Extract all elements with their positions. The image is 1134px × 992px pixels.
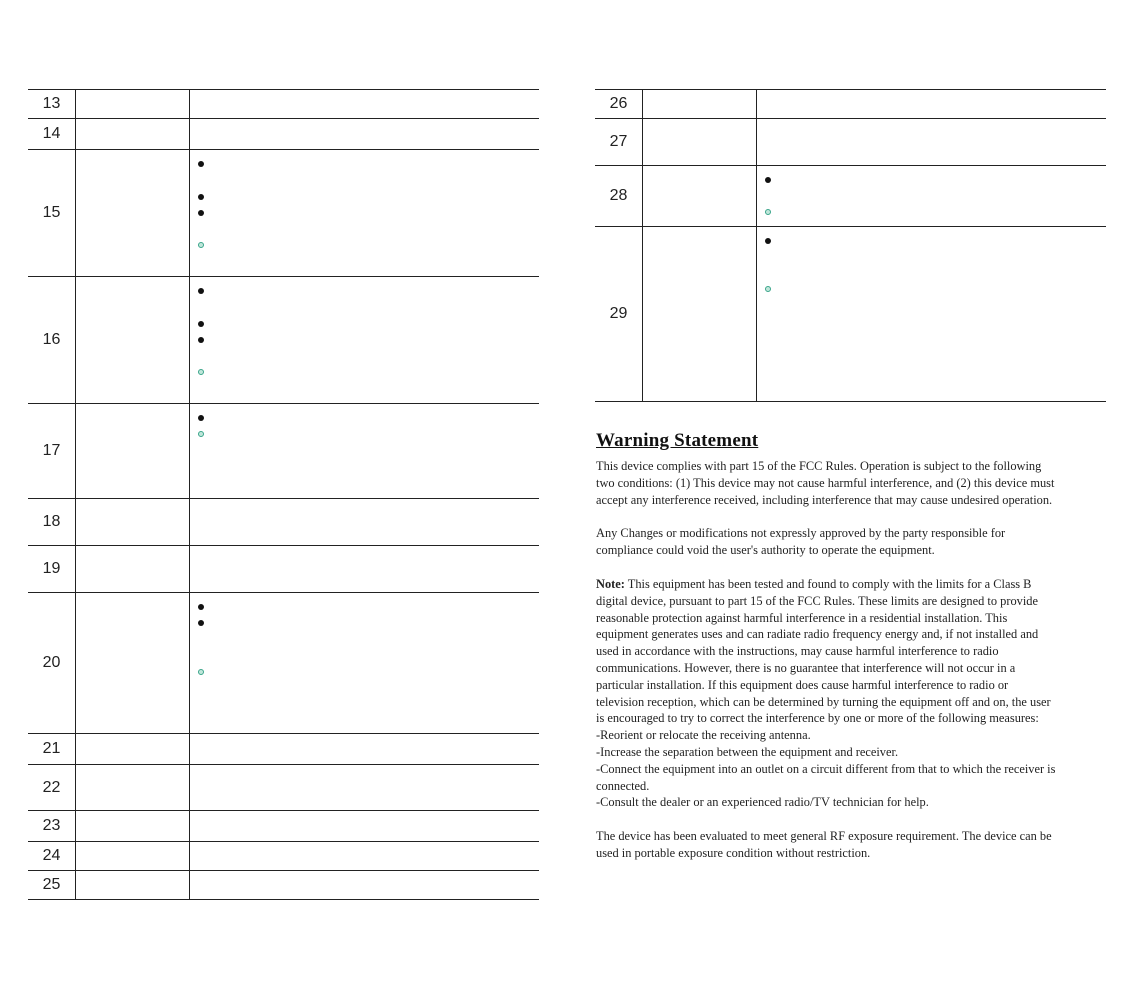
row-name-cell [642, 119, 757, 165]
note-paragraph [596, 576, 1056, 727]
table-row [28, 277, 539, 404]
row-description-cell [189, 765, 539, 810]
row-name-cell [642, 166, 757, 226]
compliance-paragraph: This device complies with part 15 of the FCC Rules. Operation is subject to the following two conditions: (1) This device may not cause harmful interference, and (2) this device must accept any interference received, including interference that may cause undesired operation. [596, 459, 1055, 507]
sub-bullet-icon [198, 242, 204, 248]
measure-item: -Connect the equipment into an outlet on a circuit different from that to which the receiver is connected. [596, 761, 1056, 793]
warning-title: Warning Statement [596, 430, 759, 451]
sub-bullet-icon [198, 369, 204, 375]
table-row [28, 499, 539, 546]
row-name-cell [75, 871, 190, 899]
table-row [28, 842, 539, 871]
row-name-cell [75, 593, 190, 733]
row-description-cell [189, 499, 539, 545]
row-name-cell [75, 277, 190, 403]
spec-table-right [595, 89, 1106, 402]
row-description-cell [189, 119, 539, 149]
row-name-cell [75, 119, 190, 149]
row-description-cell [189, 734, 539, 764]
bullet-icon [198, 337, 204, 343]
row-name-cell [75, 546, 190, 592]
row-number: 16 [42, 331, 61, 348]
bullet-icon [198, 210, 204, 216]
table-row [28, 404, 539, 499]
row-name-cell [642, 89, 757, 118]
warning-statement [596, 430, 1056, 879]
row-number: 19 [42, 560, 61, 577]
bullet-icon [198, 161, 204, 167]
row-name-cell [75, 734, 190, 764]
row-number: 27 [609, 133, 628, 150]
sub-bullet-icon [198, 431, 204, 437]
row-number: 13 [42, 94, 61, 112]
bullet-icon [765, 238, 771, 244]
row-name-cell [75, 842, 190, 870]
table-row [595, 227, 1106, 402]
measure-item: -Consult the dealer or an experienced radio/TV technician for help. [596, 795, 929, 810]
row-number: 17 [42, 442, 61, 459]
bullet-icon [198, 604, 204, 610]
note-text: This equipment has been tested and found to comply with the limits for a Class B digital device, pursuant to part 15 of the FCC Rules. These limits are designed to provide reasonable protection against harmful interference in a residential installation. This equipment generates uses and can radiate radio frequency energy and, if not installed and used in accordance with the instructions, may cause harmful interference to radio communications. However, there is no guarantee that interference will not occur in a particular installation. If this equipment does cause harmful interference to radio or television reception, which can be determined by turning the equipment off and on, the user is encouraged to try to correct the interference by one or more of the following measures: [596, 576, 1051, 726]
spec-table-left [28, 89, 539, 900]
row-number: 24 [42, 847, 61, 864]
row-name-cell [75, 811, 190, 841]
sub-bullet-icon [765, 209, 771, 215]
row-number: 18 [42, 513, 61, 530]
row-description-cell [189, 150, 539, 276]
row-description-cell [756, 119, 1106, 165]
bullet-icon [198, 288, 204, 294]
table-row [595, 89, 1106, 119]
row-description-cell [189, 277, 539, 403]
row-name-cell [75, 89, 190, 118]
sub-bullet-icon [765, 286, 771, 292]
row-description-cell [189, 404, 539, 498]
modifications-paragraph: Any Changes or modifications not expressly approved by the party responsible for compliance could void the user's authority to operate the equipment. [596, 526, 1006, 558]
table-row [595, 166, 1106, 227]
row-name-cell [75, 765, 190, 810]
row-description-cell [756, 227, 1106, 401]
row-number: 23 [42, 817, 61, 834]
row-description-cell [189, 89, 539, 118]
row-number: 22 [42, 778, 61, 796]
row-description-cell [756, 89, 1106, 118]
row-description-cell [189, 871, 539, 899]
row-description-cell [189, 842, 539, 870]
row-name-cell [642, 227, 757, 401]
table-row [28, 89, 539, 119]
row-description-cell [189, 546, 539, 592]
table-row [28, 150, 539, 277]
table-row [28, 546, 539, 593]
table-row [28, 734, 539, 765]
table-row [28, 811, 539, 842]
table-row [28, 593, 539, 734]
row-number: 20 [42, 654, 61, 671]
row-number: 29 [609, 305, 628, 322]
bullet-icon [198, 415, 204, 421]
note-label: Note: [596, 576, 625, 591]
row-description-cell [189, 593, 539, 733]
measure-item: -Increase the separation between the equipment and receiver. [596, 744, 899, 759]
row-name-cell [75, 499, 190, 545]
table-row [28, 119, 539, 150]
row-description-cell [756, 166, 1106, 226]
bullet-icon [198, 321, 204, 327]
row-name-cell [75, 404, 190, 498]
table-row [28, 871, 539, 900]
measure-item: -Reorient or relocate the receiving antenna. [596, 728, 811, 743]
row-number: 14 [42, 125, 61, 142]
row-number: 21 [42, 740, 61, 757]
sub-bullet-icon [198, 669, 204, 675]
bullet-icon [198, 194, 204, 200]
bullet-icon [765, 177, 771, 183]
row-number: 26 [609, 94, 628, 112]
bullet-icon [198, 620, 204, 626]
row-number: 15 [42, 204, 61, 221]
row-number: 28 [609, 187, 628, 204]
row-description-cell [189, 811, 539, 841]
table-row [595, 119, 1106, 166]
rf-exposure-paragraph: The device has been evaluated to meet general RF exposure requirement. The device can be used in portable exposure condition without restriction. [596, 829, 1052, 860]
table-row [28, 765, 539, 811]
row-name-cell [75, 150, 190, 276]
row-number: 25 [42, 876, 61, 893]
